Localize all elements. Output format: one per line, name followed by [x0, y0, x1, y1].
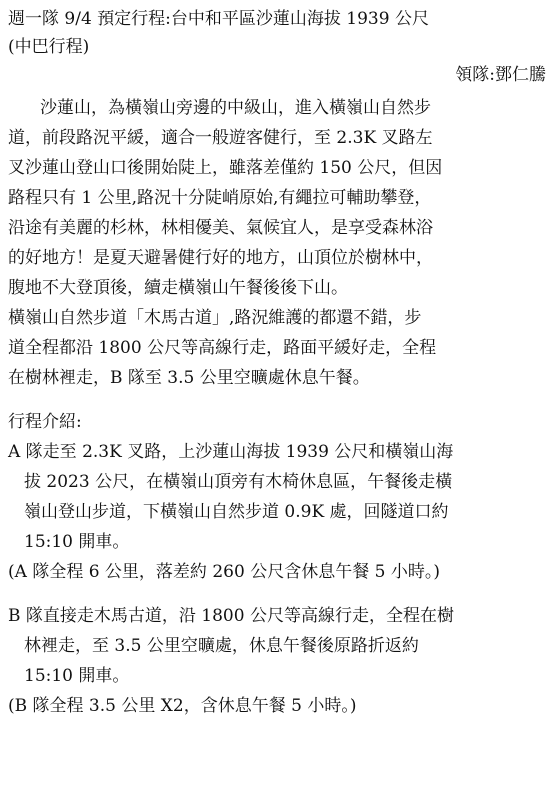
- intro-paragraph: [8, 93, 550, 303]
- intro-line: 腹地不大登頂後，續走橫嶺山午餐後後下山。: [8, 278, 348, 298]
- intro-line: 路程只有 1 公里,路況十分陡峭原始,有繩拉可輔助攀登，: [8, 188, 432, 208]
- intro-line: 沙蓮山，為橫嶺山旁邊的中級山，進入橫嶺山自然步: [40, 98, 431, 118]
- team-b-line: 林裡走，至 3.5 公里空曠處，休息午餐後原路折返約: [24, 636, 419, 656]
- title-line-2: (中巴行程): [8, 37, 90, 57]
- team-b-section: [8, 601, 550, 721]
- title-line-1: 週一隊 9/4 預定行程:台中和平區沙蓮山海拔 1939 公尺: [8, 9, 429, 29]
- team-a-line: 15:10 開車。: [24, 532, 130, 552]
- trail-line: 橫嶺山自然步道「木馬古道」,路況維護的都還不錯，步: [8, 308, 422, 328]
- trail-line: 在樹林裡走，B 隊至 3.5 公里空曠處休息午餐。: [8, 368, 370, 388]
- itinerary-heading: 行程介紹:: [8, 412, 82, 432]
- team-b-note: (B 隊全程 3.5 公里 X2，含休息午餐 5 小時。): [8, 696, 357, 716]
- team-b-line: 15:10 開車。: [24, 666, 130, 686]
- team-a-note: (A 隊全程 6 公里，落差約 260 公尺含休息午餐 5 小時。): [8, 562, 440, 582]
- intro-line: 的好地方！是夏天避暑健行好的地方，山頂位於樹林中，: [8, 248, 433, 268]
- intro-line: 道，前段路況平緩，適合一般遊客健行，至 2.3K 叉路左: [8, 128, 433, 148]
- document-body: [8, 5, 550, 721]
- intro-line: 沿途有美麗的杉林，林相優美、氣候宜人，是享受森林浴: [8, 218, 433, 238]
- trail-paragraph: [8, 303, 550, 393]
- intro-line: 叉沙蓮山登山口後開始陡上，雖落差僅約 150 公尺，但因: [8, 158, 443, 178]
- team-a-line: 嶺山登山步道，下橫嶺山自然步道 0.9K 處，回隧道口約: [24, 502, 449, 522]
- team-b-line: B 隊直接走木馬古道，沿 1800 公尺等高線行走，全程在樹: [8, 606, 454, 626]
- leader-line: 領隊:鄧仁騰: [455, 65, 546, 85]
- team-a-line: A 隊走至 2.3K 叉路，上沙蓮山海拔 1939 公尺和橫嶺山海: [8, 442, 454, 462]
- team-a-line: 拔 2023 公尺，在橫嶺山頂旁有木椅休息區，午餐後走橫: [24, 472, 453, 492]
- trail-line: 道全程都沿 1800 公尺等高線行走，路面平緩好走，全程: [8, 338, 437, 358]
- team-a-section: [8, 437, 550, 587]
